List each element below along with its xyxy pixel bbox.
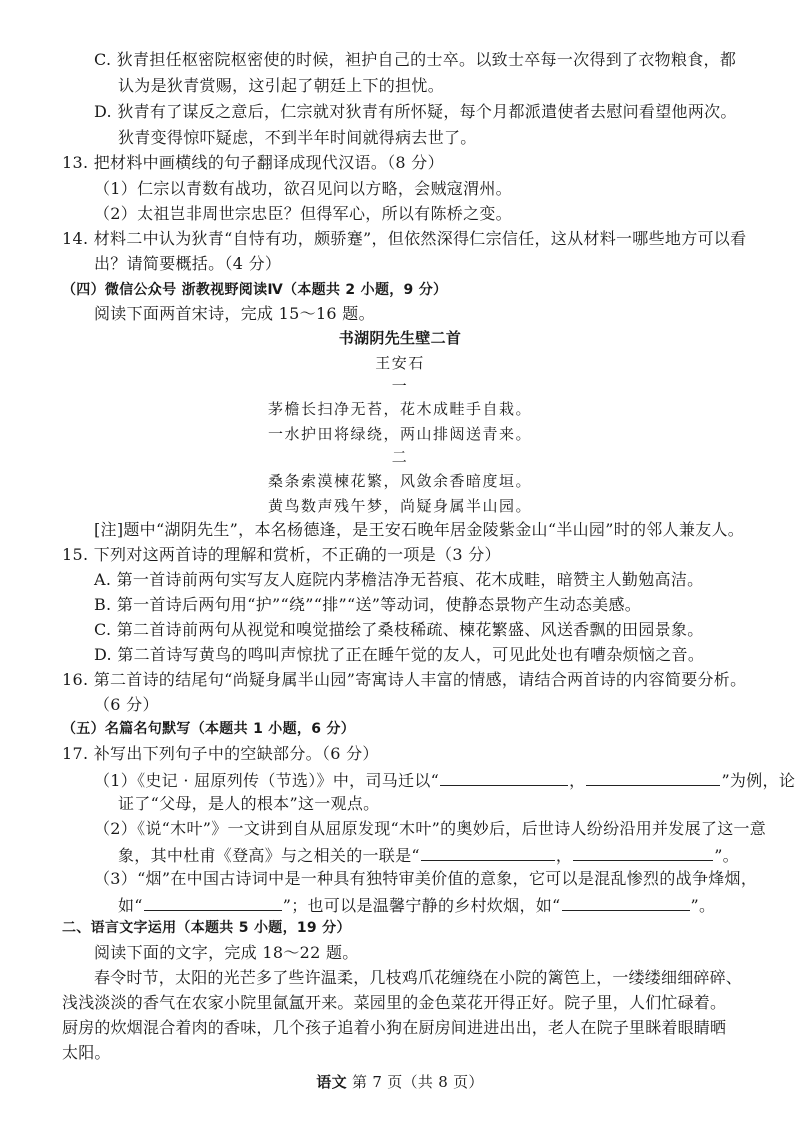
q17-2-text-c: ”。	[714, 846, 739, 865]
q17-item-2-line2	[118, 844, 739, 866]
q17-item-1-line2: 证了“父母，是人的根本”这一观点。	[118, 794, 380, 813]
q17-3-text-b: ”；也可以是温馨宁静的乡村炊烟，如“	[282, 896, 561, 915]
q17-2-blank-2[interactable]	[573, 844, 713, 861]
footer-subject: 语文	[316, 1073, 347, 1091]
passage-line-1: 春令时节，太阳的光芒多了些许温柔，几枝鸡爪花缠绕在小院的篱笆上，一缕缕细细碎碎、	[94, 968, 743, 987]
q13-prompt: 13. 把材料中画横线的句子翻译成现代汉语。（8 分）	[62, 153, 444, 172]
page-footer	[0, 1072, 800, 1092]
q12-option-d-line1: D. 狄青有了谋反之意后，仁宗就对狄青有所怀疑，每个月都派遣使者去慰问看望他两次。	[94, 102, 737, 121]
section-4-intro: 阅读下面两首宋诗，完成 15～16 题。	[94, 304, 375, 323]
q17-1-blank-2[interactable]	[586, 769, 720, 786]
q17-item-2-line1: （2）《说“木叶”》一文讲到自从屈原发现“木叶”的奥妙后，后世诗人纷纷沿用并发展了这一意	[94, 819, 767, 838]
footer-page-number: 第 7 页（共 8 页）	[351, 1073, 484, 1091]
q13-sentence-1: （1）仁宗以青数有战功，欲召见问以方略，会贼寇渭州。	[94, 179, 512, 198]
q17-item-1-line1	[94, 769, 795, 791]
poem-author: 王安石	[375, 354, 425, 372]
q13-sentence-2: （2）太祖岂非周世宗忠臣？但得军心，所以有陈桥之变。	[94, 204, 512, 223]
q15-prompt: 15. 下列对这两首诗的理解和赏析，不正确的一项是（3 分）	[62, 545, 501, 564]
q15-option-c: C. 第二首诗前两句从视觉和嗅觉描绘了桑枝稀疏、楝花繁盛、风送香飘的田园景象。	[94, 620, 704, 639]
q17-3-blank-1[interactable]	[144, 894, 282, 911]
q14-prompt-line1: 14. 材料二中认为狄青“自恃有功，颇骄蹇”，但依然深得仁宗信任，这从材料一哪些地方可以看	[62, 229, 747, 248]
q12-option-c-line2: 认为是狄青赏赐，这引起了朝廷上下的担忧。	[118, 76, 445, 95]
q12-option-d-line2: 狄青变得惊吓疑虑，不到半年时间就得病去世了。	[118, 128, 477, 147]
q14-prompt-line2: 出？请简要概括。（4 分）	[94, 254, 282, 273]
q17-2-text-a: 象，其中杜甫《登高》与之相关的一联是“	[118, 846, 420, 865]
q17-item-3-line1: （3）“烟”在中国古诗词中是一种具有独特审美价值的意象，它可以是混乱惨烈的战争烽烟，	[94, 869, 758, 888]
q17-2-blank-1[interactable]	[421, 844, 555, 861]
q17-1-text-c: ”为例，论	[721, 771, 796, 790]
q15-option-b: B. 第一首诗后两句用“护”“绕”“排”“送”等动词，使静态景物产生动态美感。	[94, 595, 642, 614]
section-5-title: （五）名篇名句默写（本题共 1 小题，6 分）	[62, 721, 356, 737]
q17-1-text-b: ，	[569, 771, 586, 790]
q16-prompt-line2: （6 分）	[94, 695, 159, 714]
part-2-intro: 阅读下面的文字，完成 18～22 题。	[94, 943, 359, 962]
poem-2-line-1: 桑条索漠楝花繁，风敛余香暗度垣。	[267, 472, 532, 490]
poem-2-line-2: 黄鸟数声残午梦，尚疑身属半山园。	[267, 497, 532, 515]
poem-1-number: 一	[391, 377, 409, 395]
q17-1-text-a: （1）《史记 · 屈原列传（节选）》中，司马迁以“	[94, 771, 440, 790]
q17-2-text-b: ，	[555, 846, 573, 865]
poem-1-line-2: 一水护田将绿绕，两山排闼送青来。	[267, 425, 532, 443]
passage-line-2: 浅浅淡淡的香气在农家小院里氤氲开来。菜园里的金色菜花开得正好。院子里，人们忙碌着。	[62, 993, 727, 1012]
q17-item-3-line2	[118, 894, 715, 916]
passage-line-4: 太阳。	[62, 1043, 111, 1062]
poem-annotation: [注]题中“湖阴先生”，本名杨德逢，是王安石晚年居金陵紫金山“半山园”时的邻人兼友人。	[94, 520, 745, 539]
q17-3-blank-2[interactable]	[562, 894, 690, 911]
q15-option-d: D. 第二首诗写黄鸟的鸣叫声惊扰了正在睡午觉的友人，可见此处也有嘈杂烦恼之音。	[94, 645, 705, 664]
q16-prompt-line1: 16. 第二首诗的结尾句“尚疑身属半山园”寄寓诗人丰富的情感，请结合两首诗的内容简要分析。	[62, 670, 747, 689]
q17-3-text-c: ”。	[690, 896, 716, 915]
section-4-title: （四）微信公众号 浙教视野阅读Ⅳ（本题共 2 小题，9 分）	[62, 282, 448, 298]
q17-1-blank-1[interactable]	[440, 769, 568, 786]
q17-prompt: 17. 补写出下列句子中的空缺部分。（6 分）	[62, 744, 379, 763]
poem-1-line-1: 茅檐长扫净无苔，花木成畦手自栽。	[267, 400, 532, 418]
q15-option-a: A. 第一首诗前两句实写友人庭院内茅檐洁净无苔痕、花木成畦，暗赞主人勤勉高洁。	[94, 570, 704, 589]
passage-line-3: 厨房的炊烟混合着肉的香味，几个孩子追着小狗在厨房间进进出出，老人在院子里眯着眼睛晒	[62, 1018, 727, 1037]
q12-option-c-line1: C. 狄青担任枢密院枢密使的时候，袒护自己的士卒。以致士卒每一次得到了衣物粮食，都	[94, 50, 737, 69]
q17-3-text-a: 如“	[118, 896, 143, 915]
poem-title: 书湖阴先生壁二首	[338, 329, 462, 347]
poem-2-number: 二	[391, 448, 409, 466]
part-2-title: 二、语言文字运用（本题共 5 小题，19 分）	[62, 920, 351, 936]
